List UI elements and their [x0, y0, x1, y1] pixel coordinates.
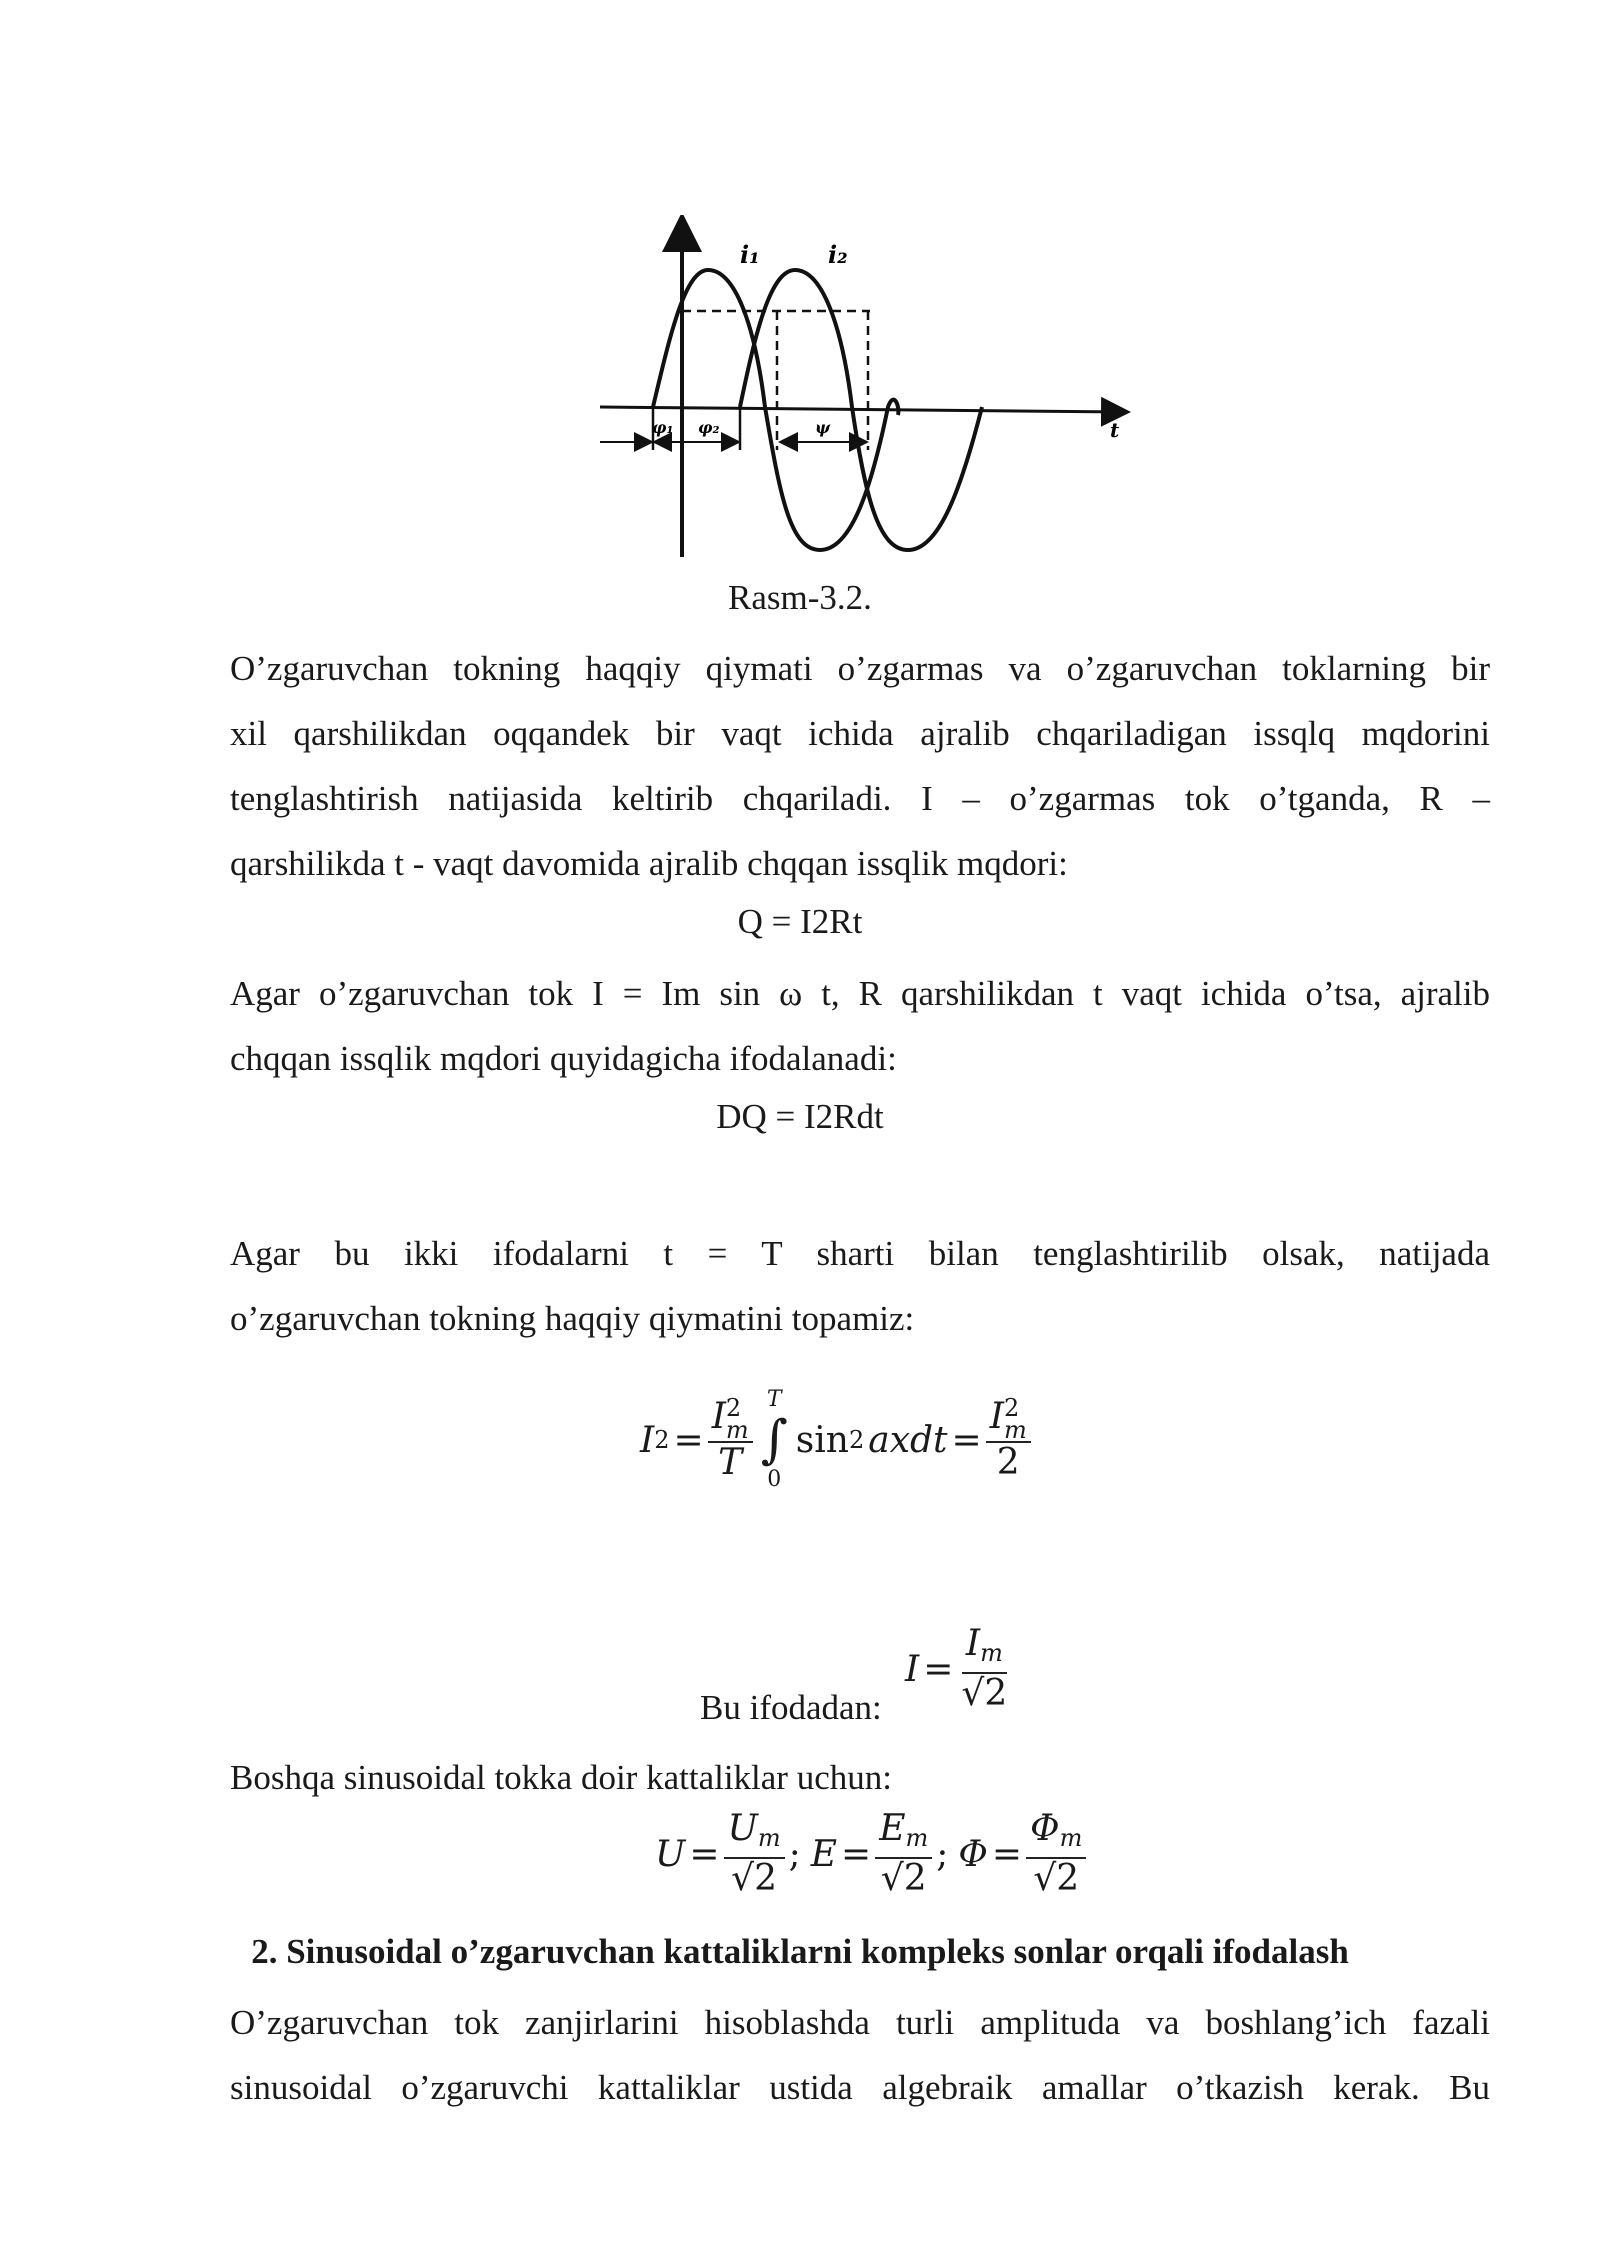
paragraph-2: Agar o’zgaruvchan tok I = Im sin ω t, R qarshilikdan t vaqt ichida o’tsa, ajralib chqqan issqlik mqdori quyidagicha ifodalanadi: [230, 974, 1490, 1078]
label-i2: i₂ [828, 240, 848, 269]
formula-other-quantities: U = $\frac{U_m}{√2}$ ; E = $\frac{E_m}{√2}$ ; Φ = $\frac{\Phi_m}{√2}$ [655, 1810, 1086, 1899]
formula-integral: I 2 = I 2 m T T ∫ 0 sin 2 axdt = I 2 m 2 [640, 1375, 1031, 1505]
bu-ifodadan-label: Bu ifodadan: [700, 1688, 882, 1727]
paragraph-1: O’zgaruvchan tokning haqqiy qiymati o’zgarmas va o’zgaruvchan toklarning bir xil qarshilikdan oqqandek bir vaqt ichida ajralib chqariladigan issqlq mqdorini tenglashtirish natijasida keltirib chqariladi. I – o’zgarmas tok o’tganda, R – qarshilikda t - vaqt davomida ajralib chqqan issqlik mqdori: [230, 649, 1490, 883]
label-phi1: φ₁ [652, 418, 674, 437]
sine-waves-figure [590, 215, 1150, 565]
paragraph-5: O’zgaruvchan tok zanjirlarini hisoblashda turli amplituda va boshlang’ich fazali sinusoidal o’zgaruvchi kattaliklar ustida algebraik amallar o’tkazish kerak. Bu [230, 2003, 1490, 2107]
section-heading: 2. Sinusoidal o’zgaruvchan kattaliklarni kompleks sonlar orqali ifodalash [251, 1932, 1349, 1971]
formula-rms: I = $\frac{I_m}{√2}$ [905, 1623, 1008, 1714]
paragraph-3: Agar bu ikki ifodalarni t = T sharti bilan tenglashtirilib olsak, natijada o’zgaruvchan tokning haqqiy qiymatini topamiz: [230, 1234, 1490, 1338]
equation-dq: DQ = I2Rdt [716, 1097, 884, 1136]
label-psi: ψ [815, 418, 831, 437]
equation-q: Q = I2Rt [737, 902, 863, 941]
label-i1: i₁ [740, 240, 760, 269]
t-axis [600, 407, 1125, 412]
figure-caption: Rasm-3.2. [728, 578, 872, 617]
paragraph-4: Boshqa sinusoidal tokka doir kattaliklar uchun: [230, 1758, 892, 1797]
label-t: t [1110, 418, 1120, 442]
label-phi2: φ₂ [698, 418, 720, 437]
